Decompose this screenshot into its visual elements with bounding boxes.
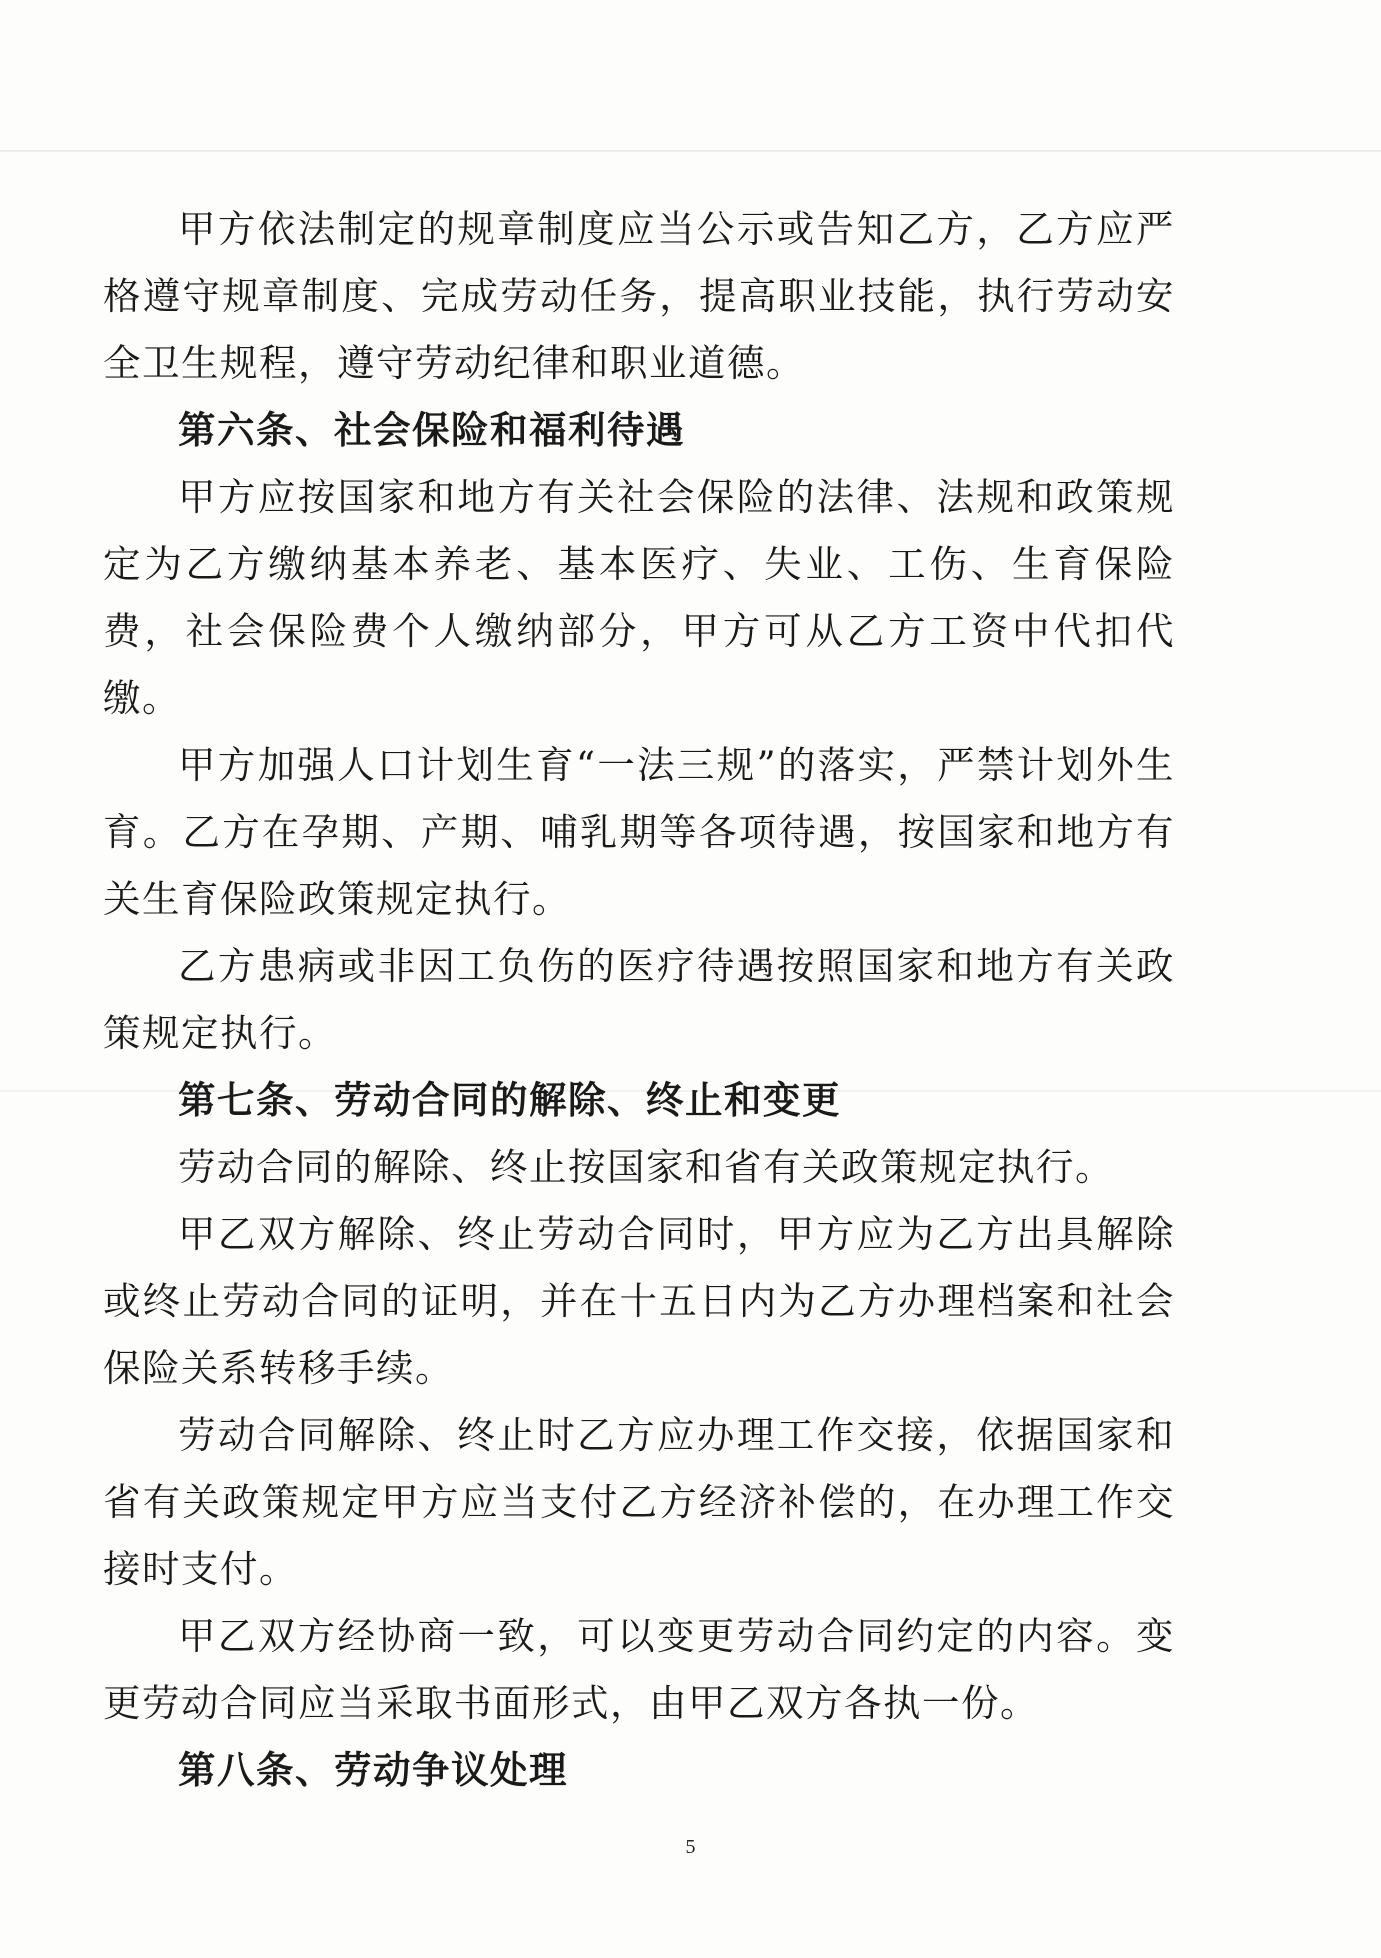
section-heading: 第六条、社会保险和福利待遇 (178, 408, 685, 452)
section-heading: 第七条、劳动合同的解除、终止和变更 (178, 1078, 841, 1122)
paragraph: 乙方患病或非因工负伤的医疗待遇按照国家和地方有关政策规定执行。 (103, 944, 1175, 1055)
paragraph: 劳动合同的解除、终止按国家和省有关政策规定执行。 (178, 1145, 1114, 1189)
scan-artifact (0, 150, 1381, 152)
paragraph: 劳动合同解除、终止时乙方应办理工作交接，依据国家和省有关政策规定甲方应当支付乙方经济补偿的，在办理工作交接时支付。 (103, 1413, 1175, 1591)
paragraph: 甲乙双方经协商一致，可以变更劳动合同约定的内容。变更劳动合同应当采取书面形式，由甲乙双方各执一份。 (103, 1614, 1175, 1725)
page-number: 5 (685, 1836, 696, 1858)
paragraph: 甲方依法制定的规章制度应当公示或告知乙方，乙方应严格遵守规章制度、完成劳动任务，提高职业技能，执行劳动安全卫生规程，遵守劳动纪律和职业道德。 (103, 207, 1175, 385)
paragraph: 甲方应按国家和地方有关社会保险的法律、法规和政策规定为乙方缴纳基本养老、基本医疗、失业、工伤、生育保险费，社会保险费个人缴纳部分，甲方可从乙方工资中代扣代缴。 (103, 475, 1175, 720)
paragraph: 甲乙双方解除、终止劳动合同时，甲方应为乙方出具解除或终止劳动合同的证明，并在十五日内为乙方办理档案和社会保险关系转移手续。 (103, 1212, 1175, 1390)
section-heading: 第八条、劳动争议处理 (178, 1748, 568, 1792)
paragraph: 甲方加强人口计划生育“一法三规”的落实，严禁计划外生育。乙方在孕期、产期、哺乳期等各项待遇，按国家和地方有关生育保险政策规定执行。 (103, 743, 1175, 921)
document-body (103, 196, 1175, 1804)
